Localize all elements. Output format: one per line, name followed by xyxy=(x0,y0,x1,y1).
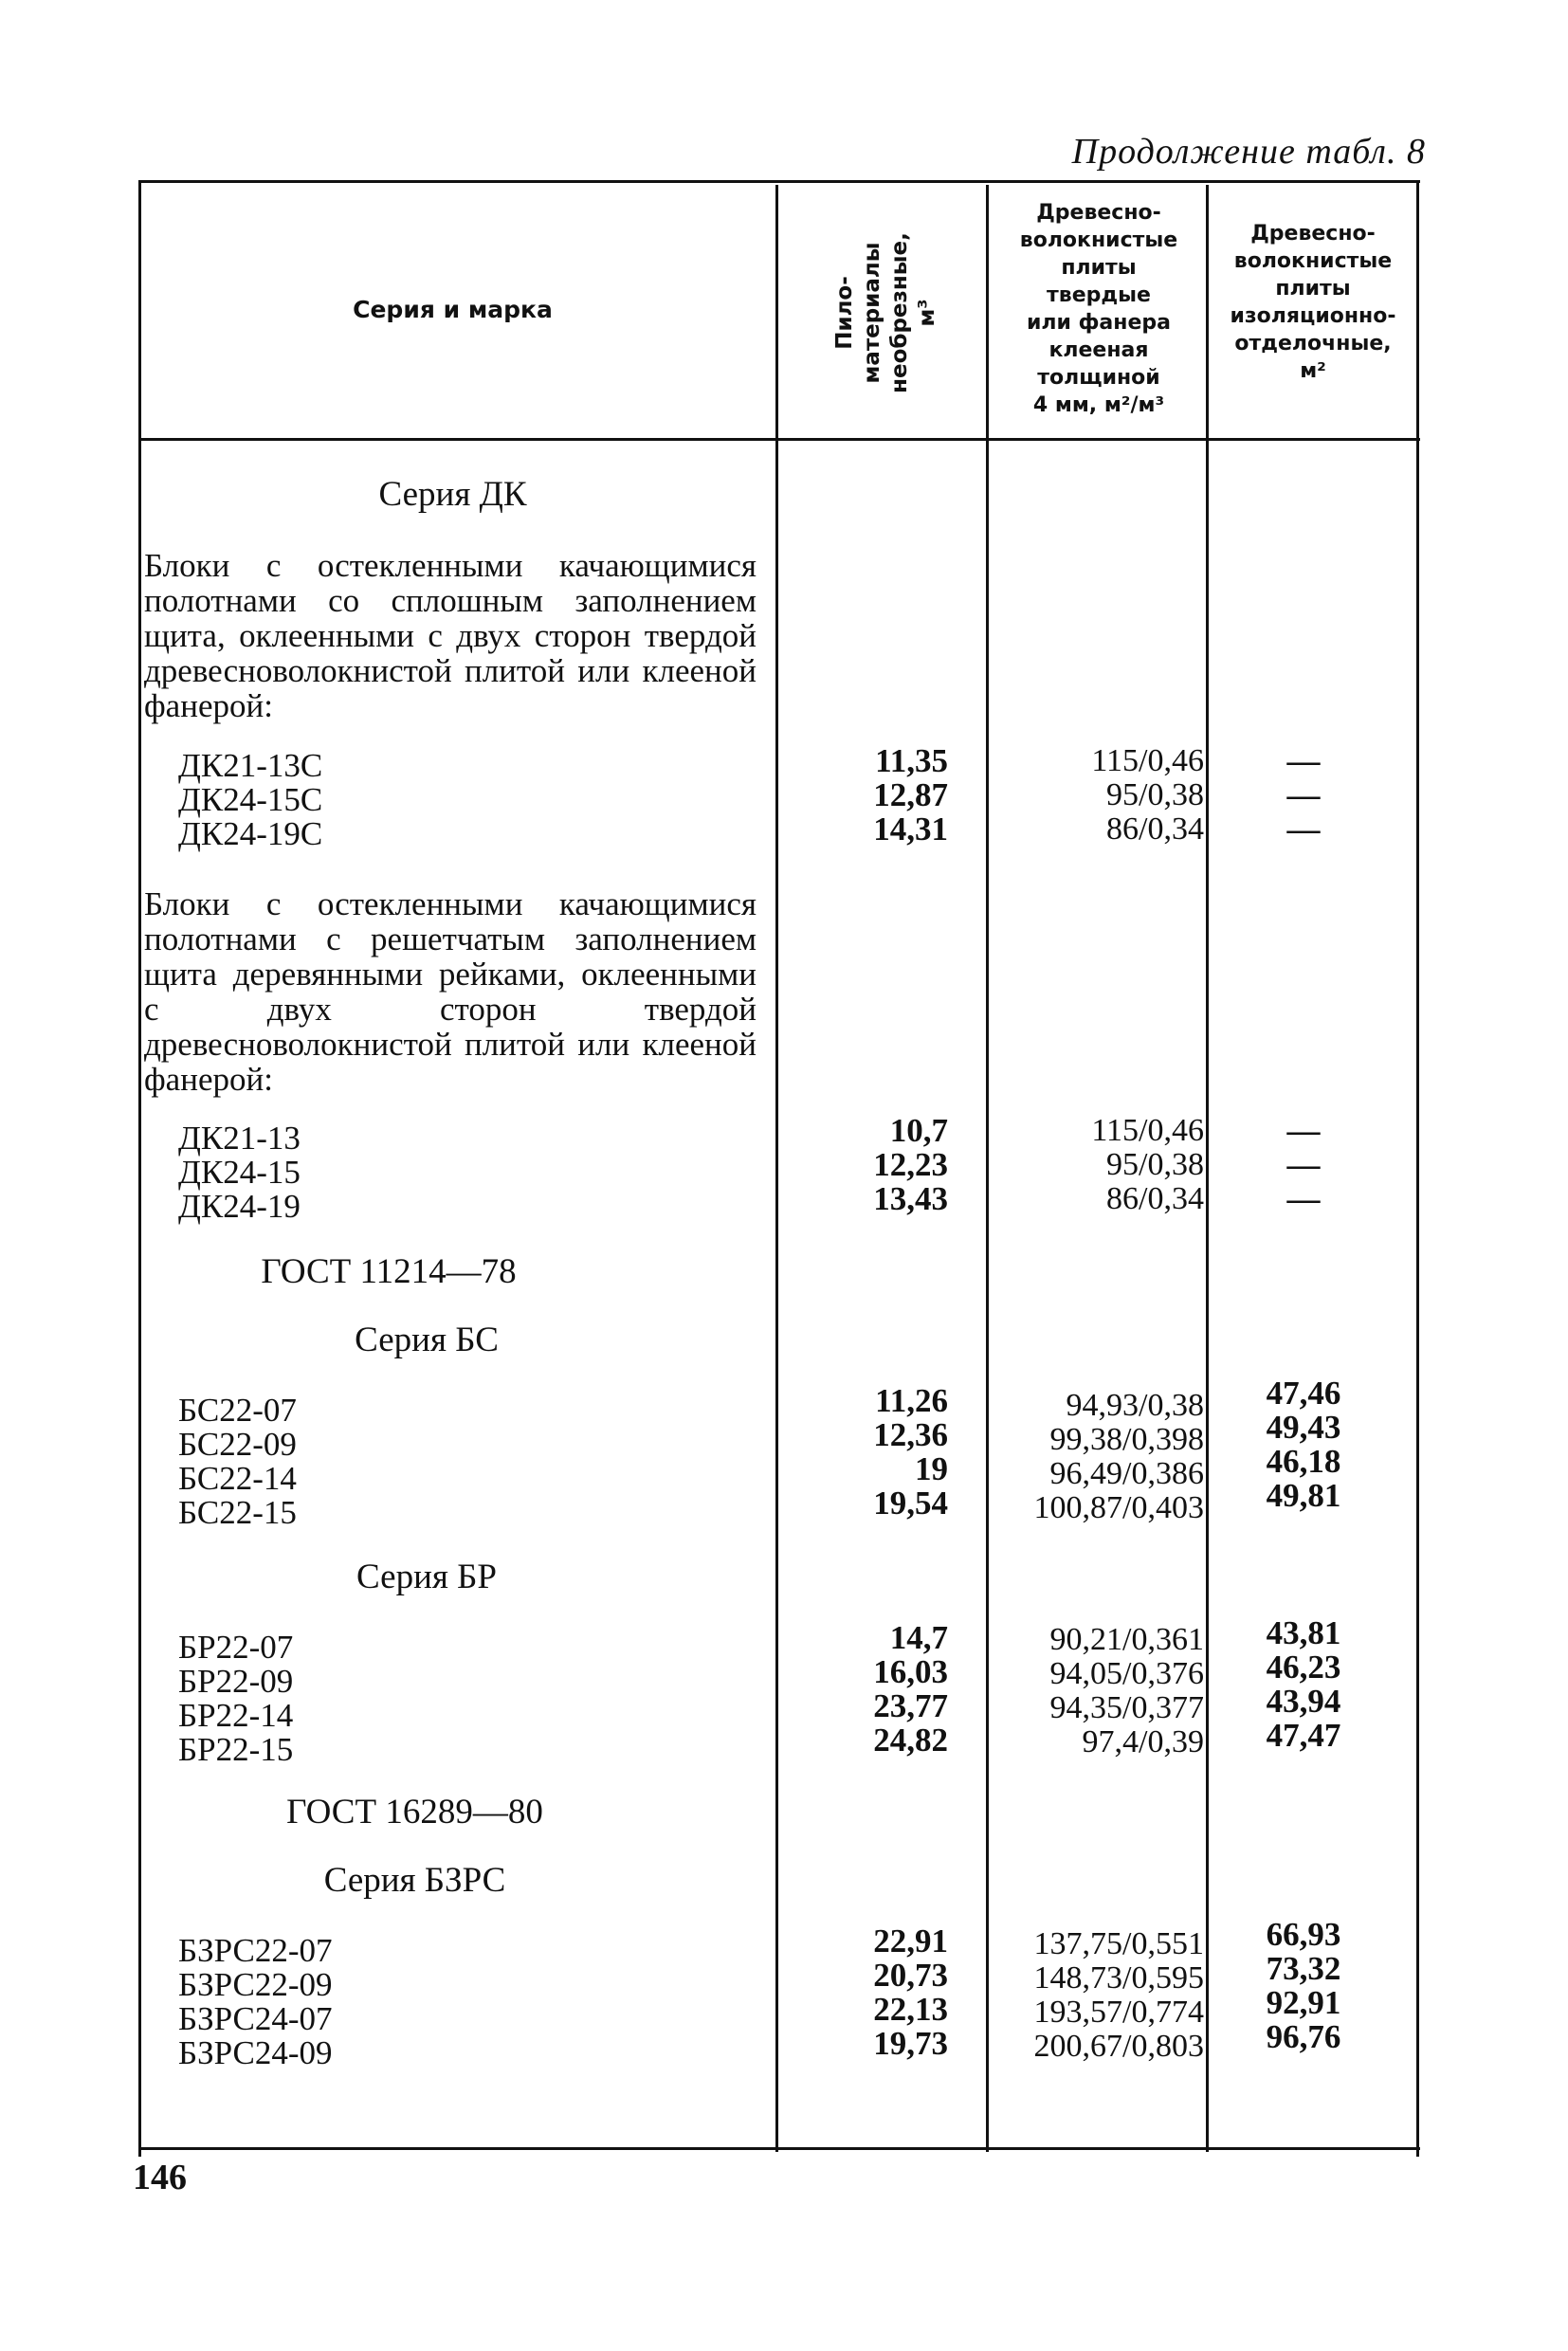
table-row-mark: БС22-09 xyxy=(178,1426,297,1463)
table-cell-lumber: 23,77 xyxy=(873,1687,948,1724)
hardboard-column-group xyxy=(1000,1389,1204,1525)
table-cell-lumber: 22,13 xyxy=(873,1991,948,2028)
table-row-mark: БР22-14 xyxy=(178,1697,294,1734)
header-insulation xyxy=(1213,220,1413,385)
header-hardboard-line: твердые xyxy=(1047,283,1151,307)
standard-title-gost-16289: ГОСТ 16289—80 xyxy=(286,1793,543,1832)
table-cell-lumber: 12,23 xyxy=(873,1146,948,1183)
table-cell-insulation: — xyxy=(1286,742,1321,779)
table-row-mark: БЗРС22-07 xyxy=(178,1932,333,1969)
header-insulation-line: отделочные, xyxy=(1234,332,1392,355)
description-dk-lattice: Блоки с остекленными качающимися полотнами с решетчатым заполнением щита деревянными рейками, оклеенными с двух сторон твердой древесноволокнистой плитой или клееной фанерой: xyxy=(144,885,757,1098)
table-cell-insulation: 92,91 xyxy=(1266,1984,1341,2021)
table-cell-lumber: 11,26 xyxy=(875,1382,948,1419)
table-row-mark: БЗРС22-09 xyxy=(178,1966,333,2003)
table-row-mark: ДК24-15С xyxy=(178,781,323,818)
header-lumber-line: необрезные, xyxy=(887,232,912,393)
table-cell-hardboard: 137,75/0,551 xyxy=(1033,1926,1204,1961)
table-cell-hardboard: 86/0,34 xyxy=(1106,811,1204,847)
description-dk-solid: Блоки с остекленными качающимися полотнами со сплошным заполнением щита, оклеенными с двух сторон твердой древесноволокнистой плитой или клееной фанерой: xyxy=(144,547,757,724)
table-row-mark: БЗРС24-09 xyxy=(178,2034,333,2071)
table-continuation-caption: Продолжение табл. 8 xyxy=(1071,132,1426,172)
column-divider-3 xyxy=(1206,185,1209,2152)
table-cell-hardboard: 115/0,46 xyxy=(1091,1113,1204,1148)
header-lumber-cell xyxy=(792,190,981,436)
mark-column-group xyxy=(178,1121,301,1224)
table-row-mark: ДК24-19С xyxy=(178,815,323,852)
table-row-mark: ДК24-19 xyxy=(178,1188,301,1225)
table-cell-lumber: 12,36 xyxy=(873,1416,948,1453)
table-cell-insulation: 49,43 xyxy=(1266,1409,1341,1446)
header-hardboard-line: Древесно- xyxy=(1036,201,1161,225)
table-cell-insulation: — xyxy=(1286,1180,1321,1217)
header-series-mark: Серия и марка xyxy=(353,296,553,323)
table-cell-hardboard: 99,38/0,398 xyxy=(1049,1422,1204,1457)
table-cell-hardboard: 86/0,34 xyxy=(1106,1181,1204,1216)
table-bottom-rule xyxy=(140,2147,1420,2150)
section-title-bs: Серия БС xyxy=(355,1321,499,1359)
table-row-mark: БР22-09 xyxy=(178,1663,294,1700)
insulation-column-group xyxy=(1232,1616,1375,1753)
table-row-mark: ДК21-13 xyxy=(178,1120,301,1157)
table-cell-lumber: 11,35 xyxy=(875,742,948,779)
page-number: 146 xyxy=(133,2158,187,2197)
table-cell-insulation: 43,81 xyxy=(1266,1614,1341,1651)
table-cell-hardboard: 97,4/0,39 xyxy=(1082,1724,1204,1759)
header-hardboard-line: 4 мм, м²/м³ xyxy=(1032,393,1165,417)
lumber-column-group xyxy=(834,1114,948,1216)
table-top-rule xyxy=(140,180,1420,183)
header-lumber-line: Пило- xyxy=(832,276,857,350)
table-cell-insulation: 47,46 xyxy=(1266,1375,1341,1412)
table-cell-hardboard: 193,57/0,774 xyxy=(1033,1995,1204,2030)
header-lumber-line: материалы xyxy=(860,242,884,384)
table-row-mark: БР22-15 xyxy=(178,1731,294,1768)
table-cell-insulation: 43,94 xyxy=(1266,1683,1341,1720)
mark-column-group xyxy=(178,1394,297,1530)
standard-title-gost-11214: ГОСТ 11214—78 xyxy=(261,1252,517,1291)
table-cell-hardboard: 95/0,38 xyxy=(1106,777,1204,812)
table-cell-hardboard: 100,87/0,403 xyxy=(1033,1490,1204,1525)
table-cell-insulation: 49,81 xyxy=(1266,1477,1341,1514)
table-cell-lumber: 19,54 xyxy=(873,1485,948,1522)
table-cell-hardboard: 94,93/0,38 xyxy=(1066,1388,1204,1423)
section-title-dk: Серия ДК xyxy=(378,475,527,514)
table-cell-lumber: 12,87 xyxy=(873,776,948,813)
table-cell-insulation: 47,47 xyxy=(1266,1717,1341,1754)
table-cell-insulation: — xyxy=(1286,776,1321,813)
table-cell-hardboard: 94,35/0,377 xyxy=(1049,1690,1204,1725)
insulation-column-group xyxy=(1232,1114,1375,1216)
table-row-mark: БС22-15 xyxy=(178,1494,297,1531)
header-lumber-line: м³ xyxy=(915,299,939,327)
lumber-column-group xyxy=(834,1924,948,2061)
table-cell-lumber: 19 xyxy=(915,1450,948,1487)
table-cell-lumber: 24,82 xyxy=(873,1722,948,1759)
hardboard-column-group xyxy=(1000,1927,1204,2064)
lumber-column-group xyxy=(834,1384,948,1521)
header-insulation-line: волокнистые xyxy=(1233,249,1393,273)
mark-column-group xyxy=(178,1631,293,1767)
header-hardboard-line: клееная xyxy=(1048,338,1149,362)
lumber-column-group xyxy=(834,744,948,847)
table-cell-lumber: 19,73 xyxy=(873,2025,948,2062)
table-row-mark: БС22-14 xyxy=(178,1460,297,1497)
column-divider-1 xyxy=(775,185,778,2152)
table-row-mark: БЗРС24-07 xyxy=(178,2000,333,2037)
table-cell-insulation: 46,18 xyxy=(1266,1443,1341,1480)
table-cell-insulation: 66,93 xyxy=(1266,1916,1341,1953)
header-insulation-line: Древесно- xyxy=(1250,222,1376,246)
table-row-mark: ДК24-15 xyxy=(178,1154,301,1191)
table-cell-insulation: 46,23 xyxy=(1266,1649,1341,1686)
table-cell-insulation: 73,32 xyxy=(1266,1950,1341,1987)
table-cell-insulation: — xyxy=(1286,811,1321,847)
table-cell-hardboard: 90,21/0,361 xyxy=(1049,1622,1204,1657)
table-cell-lumber: 13,43 xyxy=(873,1180,948,1217)
header-hardboard xyxy=(994,199,1204,419)
insulation-column-group xyxy=(1232,744,1375,847)
header-hardboard-line: плиты xyxy=(1061,256,1137,280)
table-cell-lumber: 22,91 xyxy=(873,1923,948,1959)
table-cell-hardboard: 200,67/0,803 xyxy=(1033,2029,1204,2064)
mark-column-group xyxy=(178,1934,333,2070)
table-row-mark: ДК21-13С xyxy=(178,747,323,784)
insulation-column-group xyxy=(1232,1376,1375,1513)
header-insulation-line: изоляционно- xyxy=(1230,304,1396,328)
column-divider-2 xyxy=(986,185,989,2152)
header-bottom-rule xyxy=(140,438,1420,441)
header-hardboard-line: волокнистые xyxy=(1019,228,1178,252)
table-cell-hardboard: 94,05/0,376 xyxy=(1049,1656,1204,1691)
table-row-mark: БР22-07 xyxy=(178,1629,294,1666)
table-cell-lumber: 20,73 xyxy=(873,1957,948,1994)
insulation-column-group xyxy=(1232,1918,1375,2054)
table-cell-lumber: 14,31 xyxy=(873,811,948,847)
table-right-border xyxy=(1416,180,1419,2157)
header-lumber xyxy=(831,190,941,436)
table-cell-hardboard: 115/0,46 xyxy=(1091,743,1204,778)
hardboard-column-group xyxy=(1000,1114,1204,1216)
mark-column-group xyxy=(178,749,322,851)
table-cell-insulation: — xyxy=(1286,1146,1321,1183)
header-hardboard-line: толщиной xyxy=(1037,366,1160,390)
hardboard-column-group xyxy=(1000,1623,1204,1759)
table-row-mark: БС22-07 xyxy=(178,1392,297,1429)
table-cell-lumber: 16,03 xyxy=(873,1653,948,1690)
table-left-border xyxy=(138,180,141,2157)
section-title-bzrs: Серия БЗРС xyxy=(323,1861,506,1900)
table-cell-hardboard: 148,73/0,595 xyxy=(1033,1960,1204,1996)
header-insulation-line: м² xyxy=(1300,359,1326,383)
table-cell-insulation: 96,76 xyxy=(1266,2018,1341,2055)
header-insulation-line: плиты xyxy=(1275,277,1351,301)
table-cell-lumber: 14,7 xyxy=(889,1619,948,1656)
section-title-br: Серия БР xyxy=(356,1558,497,1596)
hardboard-column-group xyxy=(1000,744,1204,847)
table-cell-lumber: 10,7 xyxy=(889,1112,948,1149)
table-cell-hardboard: 96,49/0,386 xyxy=(1049,1456,1204,1491)
table-cell-insulation: — xyxy=(1286,1112,1321,1149)
lumber-column-group xyxy=(834,1621,948,1758)
table-cell-hardboard: 95/0,38 xyxy=(1106,1147,1204,1182)
header-hardboard-line: или фанера xyxy=(1027,311,1171,335)
